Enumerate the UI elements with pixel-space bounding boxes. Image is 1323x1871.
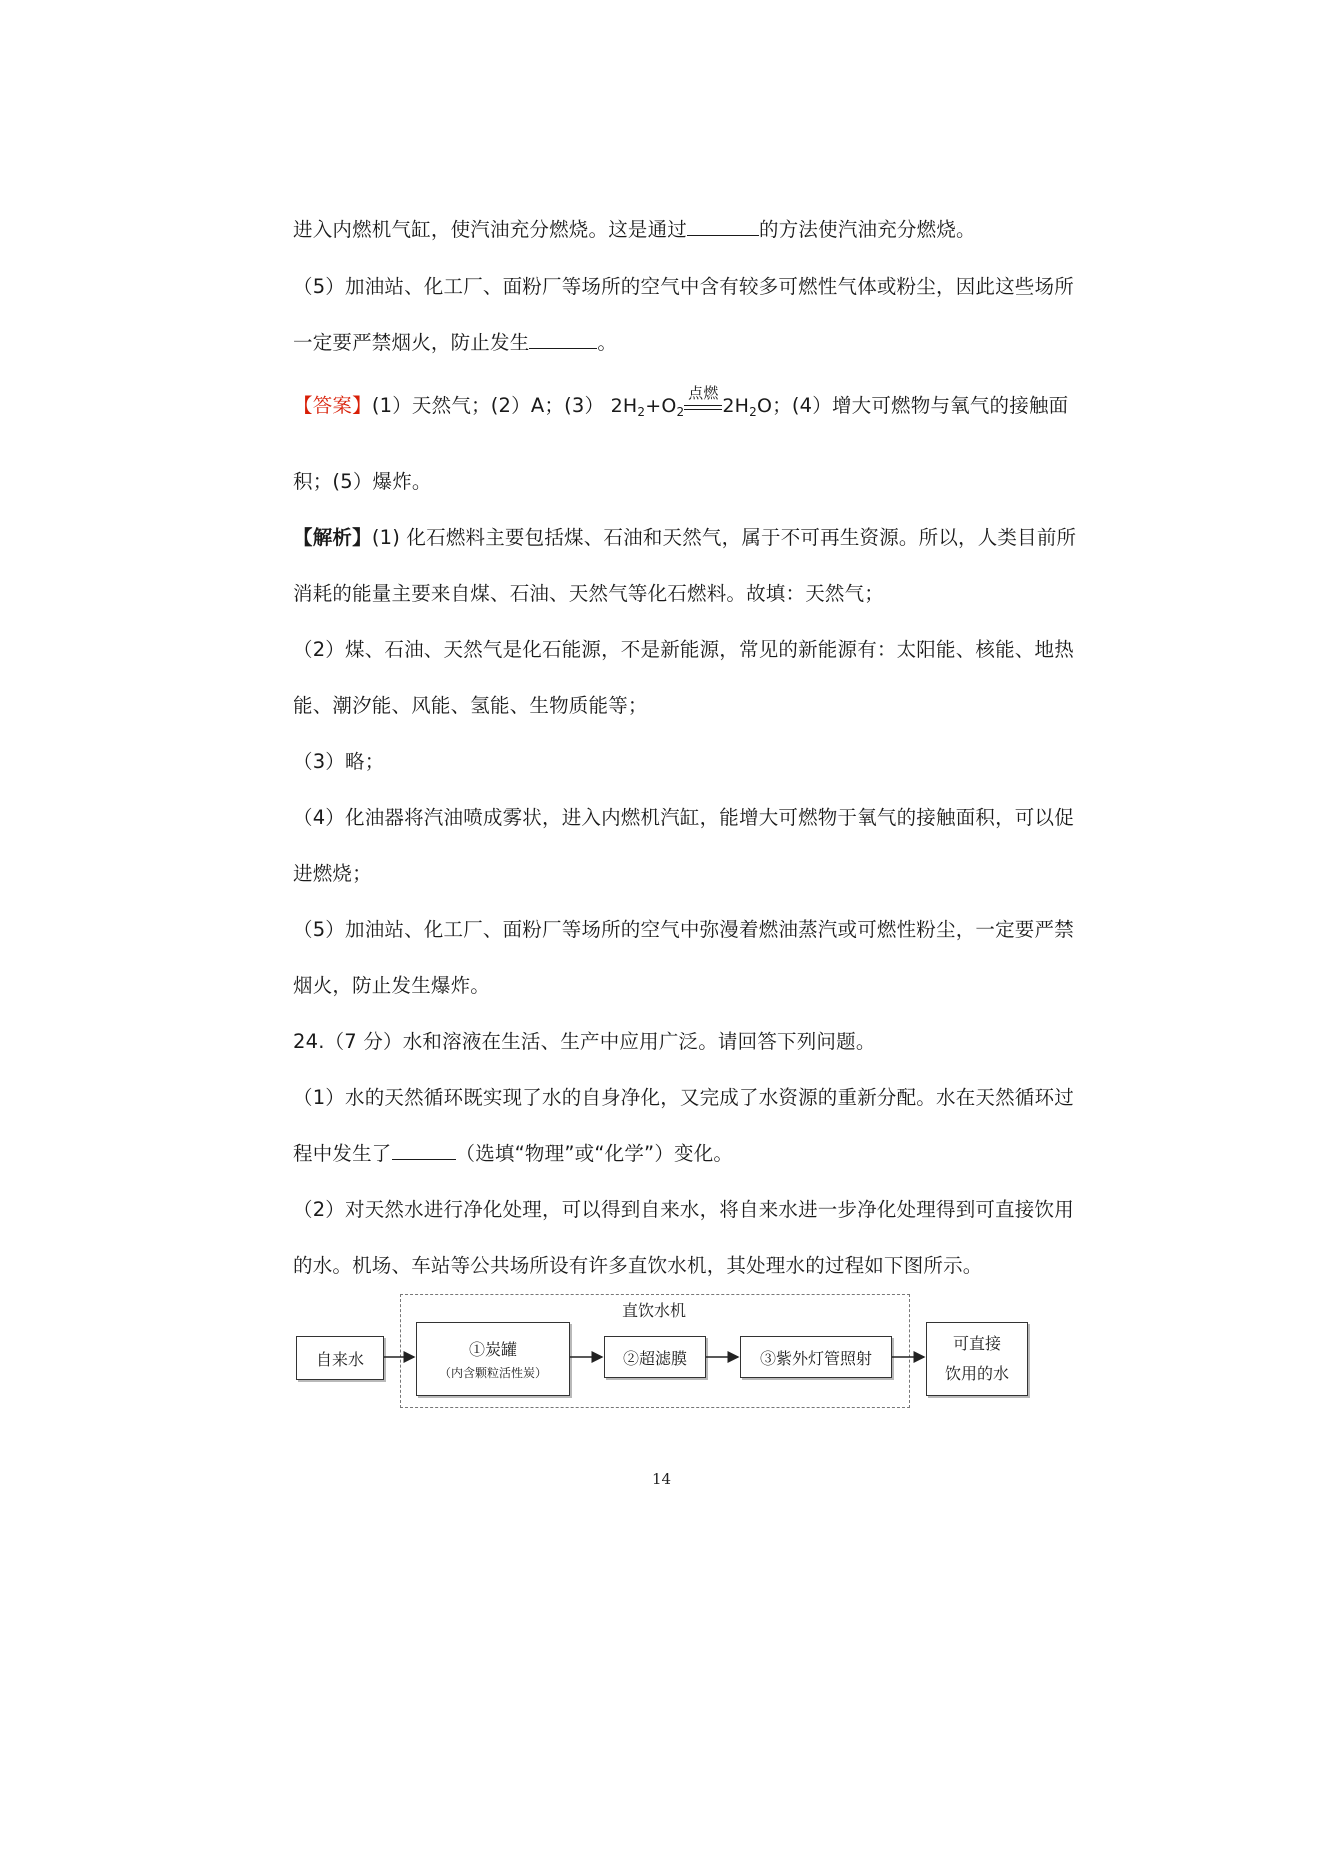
text-line: （4）化油器将汽油喷成雾状，进入内燃机汽缸，能增大可燃物于氧气的接触面积，可以促: [293, 806, 1074, 829]
step1-box: ①炭罐 （内含颗粒活性炭）: [416, 1322, 570, 1396]
output-box: 可直接 饮用的水: [926, 1322, 1028, 1396]
text-line: 进入内燃机气缸，使汽油充分燃烧。这是通过 的方法使汽油充分燃烧。: [293, 218, 976, 241]
diagram-title: 直饮水机: [621, 1301, 686, 1320]
text-line: （3）略；: [293, 750, 385, 773]
text-line: （5）加油站、化工厂、面粉厂等场所的空气中弥漫着燃油蒸汽或可燃性粉尘，一定要严禁: [293, 918, 1074, 941]
answer-blank: [687, 217, 759, 236]
text-line: （1）水的天然循环既实现了水的自身净化，又完成了水资源的重新分配。水在天然循环过: [293, 1086, 1074, 1109]
flow-arrows: [290, 1290, 1050, 1420]
answer-blank: [529, 330, 597, 349]
reaction-condition: 点燃: [684, 394, 722, 420]
source-box: 自来水: [296, 1336, 384, 1380]
text-line: 一定要严禁烟火，防止发生 。: [293, 331, 618, 354]
text-line: 烟火，防止发生爆炸。: [293, 974, 491, 997]
text-line: 能、潮汐能、风能、氢能、生物质能等；: [293, 694, 648, 717]
answer-blank: [392, 1141, 456, 1160]
analysis-line: 【解析】(1) 化石燃料主要包括煤、石油和天然气，属于不可再生资源。所以，人类目前所: [293, 526, 1077, 549]
step2-box: ②超滤膜: [604, 1336, 706, 1378]
answer-label: 【答案】: [293, 394, 372, 417]
page-number: 14: [651, 1470, 672, 1488]
text-line: （5）加油站、化工厂、面粉厂等场所的空气中含有较多可燃性气体或粉尘，因此这些场所: [293, 275, 1074, 298]
text-line: 的水。机场、车站等公共场所设有许多直饮水机，其处理水的过程如下图所示。: [293, 1254, 983, 1277]
step3-box: ③紫外灯管照射: [740, 1336, 892, 1378]
question-heading: 24.（7 分）水和溶液在生活、生产中应用广泛。请回答下列问题。: [293, 1030, 876, 1053]
text-line: （2）煤、石油、天然气是化石能源，不是新能源，常见的新能源有：太阳能、核能、地热: [293, 638, 1074, 661]
text-line: 积；(5）爆炸。: [293, 470, 432, 493]
text-line: （2）对天然水进行净化处理，可以得到自来水，将自来水进一步净化处理得到可直接饮用: [293, 1198, 1074, 1221]
text-line: 消耗的能量主要来自煤、石油、天然气等化石燃料。故填：天然气；: [293, 582, 885, 605]
text-line: 程中发生了 （选填“物理”或“化学”）变化。: [293, 1142, 734, 1165]
chemical-equation: $2H_2+O_2$ 点燃 $2H_2O$: [610, 383, 773, 419]
text-line: 进燃烧；: [293, 862, 372, 885]
analysis-label: 【解析】: [293, 526, 372, 549]
answer-line: 【答案】(1）天然气；(2）A；(3） $2H_2+O_2$ 点燃 $2H_2O$；(4）增大可燃物与氧气的接触面: [293, 393, 1038, 425]
